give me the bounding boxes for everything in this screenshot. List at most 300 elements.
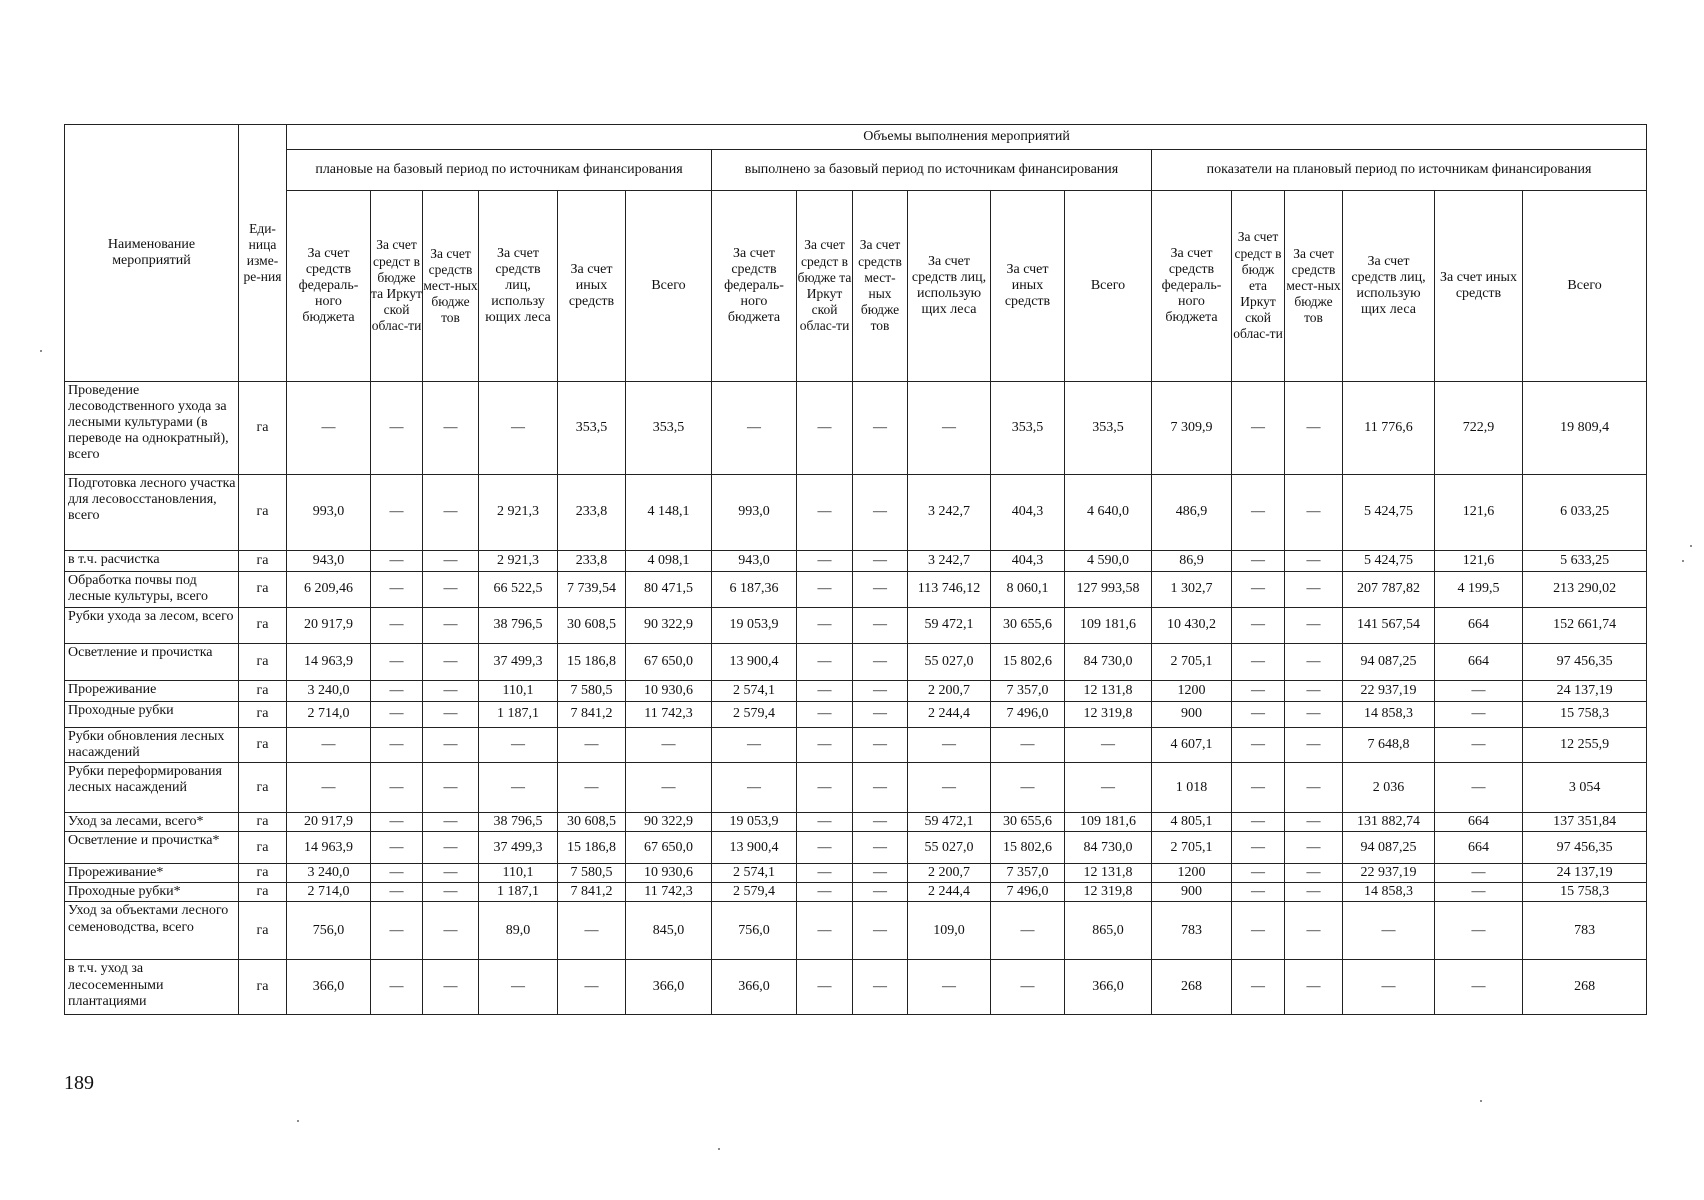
row-unit: га xyxy=(239,475,287,551)
value-cell: 10 930,6 xyxy=(626,681,712,702)
activities-table xyxy=(64,124,1647,1015)
value-cell: 37 499,3 xyxy=(479,644,558,681)
value-cell: 38 796,5 xyxy=(479,608,558,644)
value-cell: 7 841,2 xyxy=(558,883,626,902)
value-cell: 268 xyxy=(1152,960,1232,1015)
value-cell: 30 608,5 xyxy=(558,813,626,832)
table-row xyxy=(65,644,1647,681)
value-cell: — xyxy=(558,763,626,813)
value-cell: — xyxy=(797,902,853,960)
value-cell: — xyxy=(626,728,712,763)
table-row xyxy=(65,883,1647,902)
row-unit: га xyxy=(239,763,287,813)
row-name: Уход за лесами, всего* xyxy=(65,813,239,832)
value-cell: 2 244,4 xyxy=(908,883,991,902)
row-unit: га xyxy=(239,813,287,832)
value-cell: 4 199,5 xyxy=(1435,572,1523,608)
value-cell: 137 351,84 xyxy=(1523,813,1647,832)
value-cell: 19 053,9 xyxy=(712,813,797,832)
value-cell: 127 993,58 xyxy=(1065,572,1152,608)
value-cell: 366,0 xyxy=(712,960,797,1015)
value-cell: — xyxy=(479,960,558,1015)
value-cell: — xyxy=(797,728,853,763)
subheader: За счет средств мест-ных бюдже тов xyxy=(423,191,479,382)
value-cell: 993,0 xyxy=(712,475,797,551)
value-cell: 7 739,54 xyxy=(558,572,626,608)
row-unit: га xyxy=(239,960,287,1015)
value-cell: 6 209,46 xyxy=(287,572,371,608)
header-unit: Еди-ница изме-ре-ния xyxy=(239,125,287,382)
value-cell: — xyxy=(371,608,423,644)
value-cell: — xyxy=(1285,902,1343,960)
subheader: За счет иных средств xyxy=(1435,191,1523,382)
value-cell: 900 xyxy=(1152,883,1232,902)
page-number: 189 xyxy=(64,1072,94,1094)
value-cell: 141 567,54 xyxy=(1343,608,1435,644)
value-cell: 11 742,3 xyxy=(626,702,712,728)
table-row xyxy=(65,572,1647,608)
value-cell: — xyxy=(423,681,479,702)
value-cell: 1 187,1 xyxy=(479,883,558,902)
value-cell: — xyxy=(908,763,991,813)
row-unit: га xyxy=(239,382,287,475)
table-row xyxy=(65,551,1647,572)
subheader: За счет средств федераль-ного бюджета xyxy=(712,191,797,382)
value-cell: — xyxy=(1285,475,1343,551)
value-cell: 7 357,0 xyxy=(991,681,1065,702)
value-cell: 5 424,75 xyxy=(1343,551,1435,572)
value-cell: — xyxy=(853,702,908,728)
value-cell: 1200 xyxy=(1152,864,1232,883)
scan-speck xyxy=(1480,1100,1482,1102)
value-cell: 2 921,3 xyxy=(479,551,558,572)
value-cell: 2 714,0 xyxy=(287,883,371,902)
value-cell: 4 590,0 xyxy=(1065,551,1152,572)
value-cell: 11 742,3 xyxy=(626,883,712,902)
value-cell: — xyxy=(423,382,479,475)
value-cell: — xyxy=(371,883,423,902)
row-unit: га xyxy=(239,551,287,572)
value-cell: — xyxy=(1285,763,1343,813)
value-cell: — xyxy=(423,572,479,608)
value-cell: 2 579,4 xyxy=(712,883,797,902)
value-cell: 37 499,3 xyxy=(479,832,558,864)
value-cell: — xyxy=(1285,681,1343,702)
value-cell: 84 730,0 xyxy=(1065,832,1152,864)
value-cell: — xyxy=(371,644,423,681)
row-name: в т.ч. уход за лесосеменными плантациями xyxy=(65,960,239,1015)
value-cell: — xyxy=(558,728,626,763)
value-cell: 30 655,6 xyxy=(991,813,1065,832)
value-cell: — xyxy=(853,864,908,883)
value-cell: 67 650,0 xyxy=(626,644,712,681)
value-cell: 24 137,19 xyxy=(1523,864,1647,883)
value-cell: — xyxy=(797,832,853,864)
table-row xyxy=(65,813,1647,832)
value-cell: 10 430,2 xyxy=(1152,608,1232,644)
row-name: Уход за объектами лесного семеноводства, всего xyxy=(65,902,239,960)
value-cell: — xyxy=(1232,902,1285,960)
value-cell: 2 714,0 xyxy=(287,702,371,728)
value-cell: — xyxy=(423,475,479,551)
value-cell: — xyxy=(371,763,423,813)
table-row xyxy=(65,960,1647,1015)
value-cell: 14 963,9 xyxy=(287,644,371,681)
subheader: За счет средств мест-ных бюдже тов xyxy=(853,191,908,382)
value-cell: 7 357,0 xyxy=(991,864,1065,883)
value-cell: — xyxy=(991,763,1065,813)
value-cell: 4 098,1 xyxy=(626,551,712,572)
value-cell: — xyxy=(1232,702,1285,728)
header-group-planned-base: плановые на базовый период по источникам финансирования xyxy=(287,150,712,191)
scan-speck xyxy=(1682,560,1684,562)
value-cell: — xyxy=(479,382,558,475)
value-cell: — xyxy=(1435,960,1523,1015)
value-cell: — xyxy=(1343,960,1435,1015)
value-cell: — xyxy=(1232,813,1285,832)
value-cell: — xyxy=(853,813,908,832)
table-body xyxy=(65,382,1647,1015)
value-cell: 90 322,9 xyxy=(626,813,712,832)
header-volumes: Объемы выполнения мероприятий xyxy=(287,125,1647,150)
value-cell: — xyxy=(853,728,908,763)
value-cell: — xyxy=(797,572,853,608)
value-cell: — xyxy=(1285,382,1343,475)
value-cell: — xyxy=(479,728,558,763)
table-row xyxy=(65,728,1647,763)
value-cell: — xyxy=(797,702,853,728)
value-cell: — xyxy=(853,902,908,960)
value-cell: 353,5 xyxy=(626,382,712,475)
value-cell: 2 036 xyxy=(1343,763,1435,813)
value-cell: 20 917,9 xyxy=(287,608,371,644)
value-cell: — xyxy=(853,608,908,644)
value-cell: — xyxy=(423,763,479,813)
subheader: Всего xyxy=(626,191,712,382)
value-cell: 664 xyxy=(1435,644,1523,681)
value-cell: — xyxy=(797,551,853,572)
value-cell: 14 963,9 xyxy=(287,832,371,864)
row-unit: га xyxy=(239,902,287,960)
table-row xyxy=(65,382,1647,475)
value-cell: — xyxy=(1232,763,1285,813)
value-cell: — xyxy=(991,960,1065,1015)
value-cell: 664 xyxy=(1435,832,1523,864)
value-cell: — xyxy=(371,832,423,864)
value-cell: 845,0 xyxy=(626,902,712,960)
value-cell: 97 456,35 xyxy=(1523,832,1647,864)
subheader: За счет иных средств xyxy=(991,191,1065,382)
row-name: Осветление и прочистка* xyxy=(65,832,239,864)
value-cell: 6 033,25 xyxy=(1523,475,1647,551)
value-cell: 84 730,0 xyxy=(1065,644,1152,681)
value-cell: — xyxy=(423,902,479,960)
value-cell: — xyxy=(1435,681,1523,702)
value-cell: 366,0 xyxy=(287,960,371,1015)
value-cell: 2 200,7 xyxy=(908,681,991,702)
value-cell: — xyxy=(797,864,853,883)
value-cell: 109 181,6 xyxy=(1065,813,1152,832)
value-cell: — xyxy=(853,832,908,864)
value-cell: — xyxy=(423,702,479,728)
value-cell: 22 937,19 xyxy=(1343,681,1435,702)
subheader: Всего xyxy=(1523,191,1647,382)
value-cell: 353,5 xyxy=(1065,382,1152,475)
header-group-planned-period: показатели на плановый период по источникам финансирования xyxy=(1152,150,1647,191)
value-cell: — xyxy=(908,728,991,763)
value-cell: — xyxy=(1285,960,1343,1015)
row-unit: га xyxy=(239,681,287,702)
value-cell: — xyxy=(1232,728,1285,763)
value-cell: — xyxy=(1435,728,1523,763)
value-cell: 722,9 xyxy=(1435,382,1523,475)
value-cell: — xyxy=(423,813,479,832)
value-cell: 3 242,7 xyxy=(908,551,991,572)
row-unit: га xyxy=(239,728,287,763)
value-cell: — xyxy=(1232,681,1285,702)
value-cell: 59 472,1 xyxy=(908,608,991,644)
value-cell: 6 187,36 xyxy=(712,572,797,608)
row-name: Прореживание* xyxy=(65,864,239,883)
value-cell: 19 053,9 xyxy=(712,608,797,644)
value-cell: 30 655,6 xyxy=(991,608,1065,644)
value-cell: 55 027,0 xyxy=(908,644,991,681)
value-cell: 110,1 xyxy=(479,864,558,883)
value-cell: 38 796,5 xyxy=(479,813,558,832)
value-cell: 1 302,7 xyxy=(1152,572,1232,608)
row-unit: га xyxy=(239,832,287,864)
value-cell: 943,0 xyxy=(712,551,797,572)
value-cell: 7 496,0 xyxy=(991,702,1065,728)
value-cell: — xyxy=(558,960,626,1015)
value-cell: — xyxy=(1435,763,1523,813)
value-cell: 13 900,4 xyxy=(712,832,797,864)
row-name: Обработка почвы под лесные культуры, всего xyxy=(65,572,239,608)
value-cell: — xyxy=(797,382,853,475)
table-row xyxy=(65,608,1647,644)
value-cell: 19 809,4 xyxy=(1523,382,1647,475)
row-name: Подготовка лесного участка для лесовосстановления, всего xyxy=(65,475,239,551)
value-cell: — xyxy=(797,883,853,902)
value-cell: 486,9 xyxy=(1152,475,1232,551)
value-cell: — xyxy=(1232,475,1285,551)
value-cell: — xyxy=(797,813,853,832)
value-cell: — xyxy=(371,960,423,1015)
subheader: За счет средств федераль-ного бюджета xyxy=(287,191,371,382)
value-cell: 89,0 xyxy=(479,902,558,960)
value-cell: 14 858,3 xyxy=(1343,702,1435,728)
value-cell: — xyxy=(797,960,853,1015)
value-cell: — xyxy=(371,702,423,728)
value-cell: — xyxy=(1232,572,1285,608)
value-cell: — xyxy=(797,608,853,644)
value-cell: 152 661,74 xyxy=(1523,608,1647,644)
subheader: За счет средств федераль-ного бюджета xyxy=(1152,191,1232,382)
value-cell: 1200 xyxy=(1152,681,1232,702)
table-row xyxy=(65,702,1647,728)
subheader: За счет средст в бюдже та Иркут ской облас-ти xyxy=(371,191,423,382)
table-row xyxy=(65,902,1647,960)
subheader: За счет средств лиц, использу ющих леса xyxy=(479,191,558,382)
value-cell: — xyxy=(1285,572,1343,608)
value-cell: — xyxy=(1285,608,1343,644)
value-cell: — xyxy=(991,728,1065,763)
value-cell: 3 240,0 xyxy=(287,864,371,883)
row-name: в т.ч. расчистка xyxy=(65,551,239,572)
value-cell: — xyxy=(1285,883,1343,902)
value-cell: 4 148,1 xyxy=(626,475,712,551)
row-unit: га xyxy=(239,883,287,902)
value-cell: — xyxy=(558,902,626,960)
value-cell: 865,0 xyxy=(1065,902,1152,960)
value-cell: — xyxy=(1232,608,1285,644)
value-cell: 4 640,0 xyxy=(1065,475,1152,551)
value-cell: 4 805,1 xyxy=(1152,813,1232,832)
value-cell: — xyxy=(853,960,908,1015)
value-cell: 2 200,7 xyxy=(908,864,991,883)
row-name: Осветление и прочистка xyxy=(65,644,239,681)
value-cell: 2 921,3 xyxy=(479,475,558,551)
value-cell: 66 522,5 xyxy=(479,572,558,608)
header-group-done-base: выполнено за базовый период по источникам финансирования xyxy=(712,150,1152,191)
value-cell: — xyxy=(371,728,423,763)
value-cell: — xyxy=(371,551,423,572)
value-cell: — xyxy=(479,763,558,813)
subheader: Всего xyxy=(1065,191,1152,382)
row-name: Рубки переформирования лесных насаждений xyxy=(65,763,239,813)
value-cell: — xyxy=(712,382,797,475)
value-cell: — xyxy=(1065,728,1152,763)
value-cell: 900 xyxy=(1152,702,1232,728)
value-cell: — xyxy=(371,813,423,832)
value-cell: 366,0 xyxy=(1065,960,1152,1015)
value-cell: 24 137,19 xyxy=(1523,681,1647,702)
table-row xyxy=(65,475,1647,551)
value-cell: 353,5 xyxy=(558,382,626,475)
value-cell: 20 917,9 xyxy=(287,813,371,832)
subheader: За счет средств мест-ных бюдже тов xyxy=(1285,191,1343,382)
value-cell: 15 186,8 xyxy=(558,832,626,864)
value-cell: — xyxy=(908,960,991,1015)
value-cell: 993,0 xyxy=(287,475,371,551)
value-cell: — xyxy=(797,763,853,813)
value-cell: — xyxy=(797,475,853,551)
value-cell: 12 319,8 xyxy=(1065,883,1152,902)
value-cell: — xyxy=(371,572,423,608)
value-cell: 7 309,9 xyxy=(1152,382,1232,475)
value-cell: — xyxy=(1232,644,1285,681)
subheader: За счет средств лиц, использую щих леса xyxy=(908,191,991,382)
value-cell: 94 087,25 xyxy=(1343,832,1435,864)
value-cell: 12 131,8 xyxy=(1065,681,1152,702)
value-cell: — xyxy=(1232,832,1285,864)
row-unit: га xyxy=(239,702,287,728)
value-cell: 121,6 xyxy=(1435,551,1523,572)
value-cell: 13 900,4 xyxy=(712,644,797,681)
value-cell: 7 648,8 xyxy=(1343,728,1435,763)
value-cell: 121,6 xyxy=(1435,475,1523,551)
value-cell: 404,3 xyxy=(991,475,1065,551)
value-cell: 12 131,8 xyxy=(1065,864,1152,883)
value-cell: 2 574,1 xyxy=(712,681,797,702)
value-cell: 7 580,5 xyxy=(558,681,626,702)
value-cell: — xyxy=(423,864,479,883)
value-cell: 15 802,6 xyxy=(991,644,1065,681)
value-cell: — xyxy=(423,608,479,644)
value-cell: 15 758,3 xyxy=(1523,702,1647,728)
value-cell: — xyxy=(797,681,853,702)
value-cell: 90 322,9 xyxy=(626,608,712,644)
table-row xyxy=(65,763,1647,813)
value-cell: — xyxy=(423,832,479,864)
subheader: За счет средств лиц, использую щих леса xyxy=(1343,191,1435,382)
value-cell: — xyxy=(1232,883,1285,902)
value-cell: 366,0 xyxy=(626,960,712,1015)
value-cell: — xyxy=(287,763,371,813)
value-cell: — xyxy=(853,551,908,572)
value-cell: — xyxy=(853,763,908,813)
value-cell: — xyxy=(423,644,479,681)
value-cell: 2 574,1 xyxy=(712,864,797,883)
value-cell: — xyxy=(908,382,991,475)
value-cell: — xyxy=(423,728,479,763)
table-row xyxy=(65,864,1647,883)
value-cell: — xyxy=(853,883,908,902)
value-cell: — xyxy=(371,864,423,883)
value-cell: 109 181,6 xyxy=(1065,608,1152,644)
value-cell: — xyxy=(1435,864,1523,883)
value-cell: — xyxy=(1232,864,1285,883)
value-cell: — xyxy=(797,644,853,681)
value-cell: — xyxy=(1285,728,1343,763)
value-cell: — xyxy=(853,475,908,551)
value-cell: 15 802,6 xyxy=(991,832,1065,864)
row-unit: га xyxy=(239,864,287,883)
value-cell: — xyxy=(1435,883,1523,902)
value-cell: 80 471,5 xyxy=(626,572,712,608)
value-cell: — xyxy=(371,681,423,702)
value-cell: 7 496,0 xyxy=(991,883,1065,902)
value-cell: — xyxy=(1435,702,1523,728)
value-cell: 8 060,1 xyxy=(991,572,1065,608)
value-cell: 22 937,19 xyxy=(1343,864,1435,883)
value-cell: 2 579,4 xyxy=(712,702,797,728)
value-cell: 664 xyxy=(1435,608,1523,644)
value-cell: — xyxy=(853,644,908,681)
value-cell: 7 841,2 xyxy=(558,702,626,728)
value-cell: 233,8 xyxy=(558,475,626,551)
row-unit: га xyxy=(239,644,287,681)
value-cell: 268 xyxy=(1523,960,1647,1015)
scan-speck xyxy=(718,1148,720,1150)
value-cell: — xyxy=(1343,902,1435,960)
value-cell: 3 242,7 xyxy=(908,475,991,551)
value-cell: 86,9 xyxy=(1152,551,1232,572)
row-unit: га xyxy=(239,608,287,644)
row-name: Проходные рубки* xyxy=(65,883,239,902)
value-cell: — xyxy=(712,763,797,813)
scan-speck xyxy=(297,1120,299,1122)
value-cell: 783 xyxy=(1523,902,1647,960)
row-name: Проходные рубки xyxy=(65,702,239,728)
value-cell: 3 054 xyxy=(1523,763,1647,813)
value-cell: 207 787,82 xyxy=(1343,572,1435,608)
value-cell: 30 608,5 xyxy=(558,608,626,644)
row-name: Рубки ухода за лесом, всего xyxy=(65,608,239,644)
value-cell: 783 xyxy=(1152,902,1232,960)
row-name: Прореживание xyxy=(65,681,239,702)
table-row xyxy=(65,681,1647,702)
